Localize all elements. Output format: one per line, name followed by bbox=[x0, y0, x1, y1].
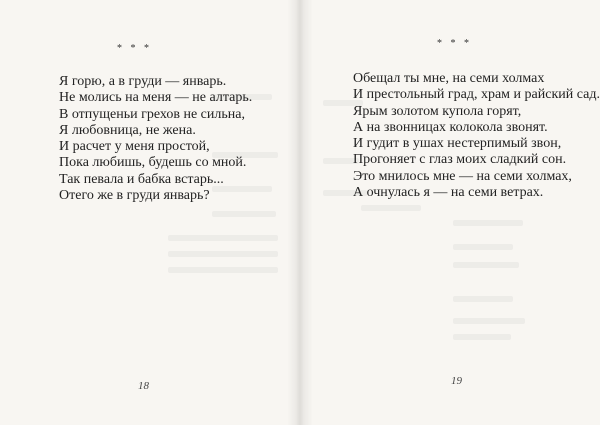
show-through-mark bbox=[453, 262, 519, 268]
poem-line: Я любовница, не жена. bbox=[59, 122, 196, 138]
show-through-mark bbox=[168, 235, 278, 241]
book-gutter bbox=[287, 0, 313, 425]
show-through-mark bbox=[453, 220, 523, 226]
poem-line: Отего же в груди январь? bbox=[59, 188, 210, 204]
poem-line: Ярым золотом купола горят, bbox=[353, 103, 522, 119]
show-through-mark bbox=[453, 244, 513, 250]
show-through-mark bbox=[168, 251, 278, 257]
show-through-mark bbox=[453, 296, 513, 302]
section-ornament: * * * bbox=[117, 43, 152, 54]
poem-line: И гудит в ушах нестерпимый звон, bbox=[353, 136, 562, 152]
page-number: 19 bbox=[451, 375, 462, 387]
right-page bbox=[303, 0, 600, 425]
poem-line: А на звонницах колокола звонят. bbox=[353, 119, 548, 135]
show-through-mark bbox=[453, 318, 525, 324]
poem-line: Пока любишь, будешь со мной. bbox=[59, 155, 247, 171]
poem-stanza bbox=[59, 74, 252, 204]
poem-line: Так певала и бабка встарь... bbox=[59, 171, 224, 187]
poem-line: Обещал ты мне, на семи холмах bbox=[353, 71, 545, 86]
poem-line: И престольный град, храм и райский сад. bbox=[353, 87, 600, 103]
poem-line: А очнулась я — на семи ветрах. bbox=[353, 185, 544, 201]
poem-line: Это мнилось мне — на семи холмах, bbox=[353, 168, 572, 184]
page-number: 18 bbox=[138, 380, 149, 392]
poem-line: И расчет у меня простой, bbox=[59, 139, 210, 155]
poem-stanza bbox=[353, 71, 600, 201]
section-ornament: * * * bbox=[437, 38, 472, 49]
show-through-mark bbox=[361, 205, 421, 211]
poem-line: Прогоняет с глаз моих сладкий сон. bbox=[353, 152, 567, 168]
left-page bbox=[0, 0, 297, 425]
poem-line: Я горю, а в груди — январь. bbox=[59, 74, 227, 89]
poem-line: В отпущеньи грехов не сильна, bbox=[59, 106, 245, 122]
show-through-mark bbox=[168, 267, 278, 273]
poem-line: Не молись на меня — не алтарь. bbox=[59, 90, 253, 106]
show-through-mark bbox=[212, 211, 276, 217]
show-through-mark bbox=[453, 334, 511, 340]
